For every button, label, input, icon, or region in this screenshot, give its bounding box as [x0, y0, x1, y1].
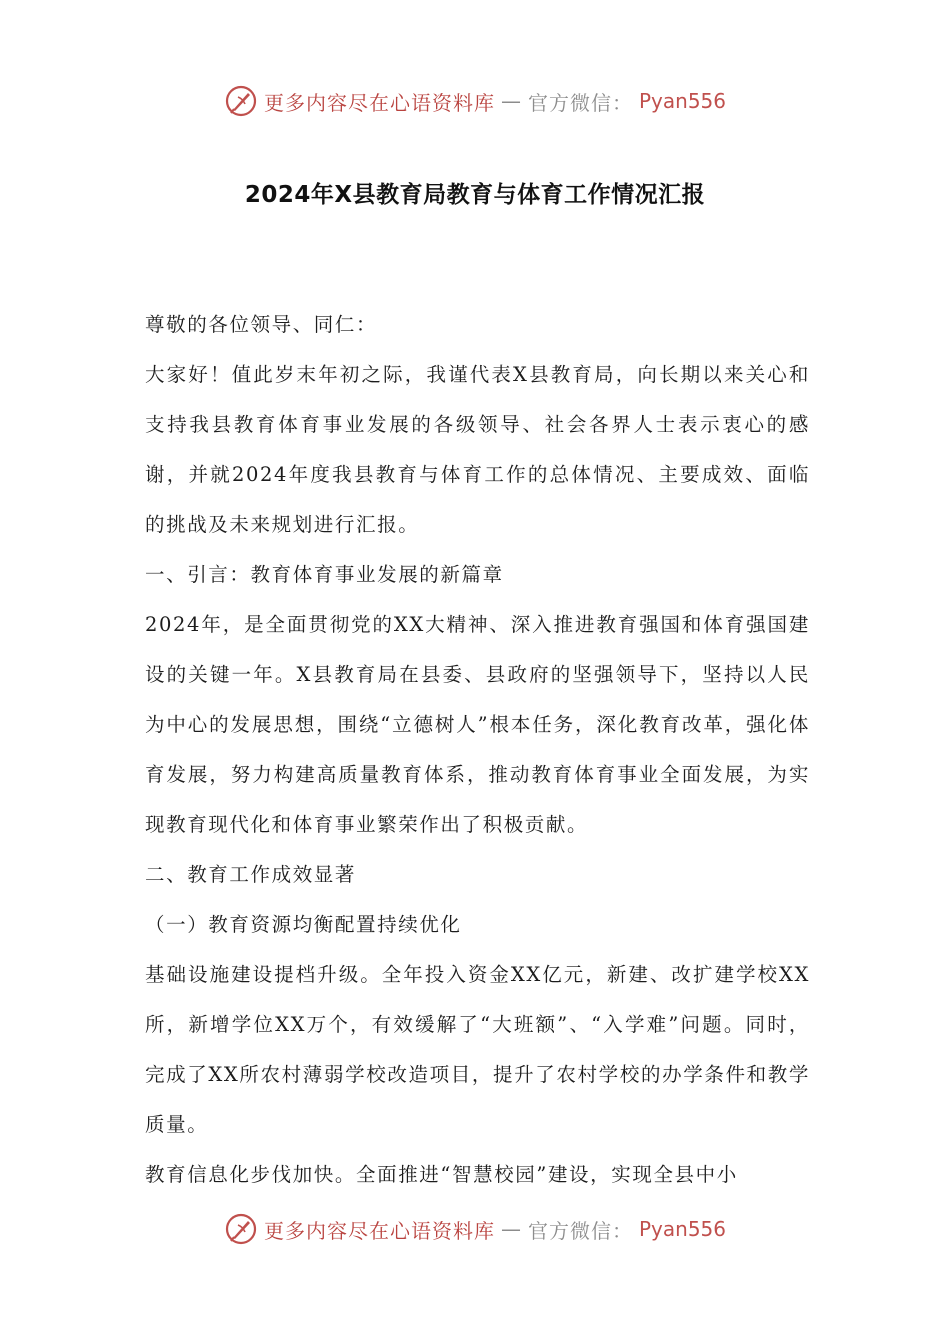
document-title: 2024年X县教育局教育与体育工作情况汇报: [244, 182, 706, 208]
subsection-heading-1: （一）教育资源均衡配置持续优化: [145, 913, 462, 936]
watermark-text: 更多内容尽在心语资料库: [263, 1218, 495, 1243]
watermark-wechat-id: Pyan556: [638, 1217, 726, 1241]
watermark-wechat-label: 官方微信：: [527, 1218, 633, 1243]
watermark-wechat-id: Pyan556: [638, 89, 726, 113]
body-paragraph: 2024年，是全面贯彻党的XX大精神、深入推进教育强国和体育强国建设的关键一年。X县教育局在县委、县政府的坚强领导下，坚持以人民为中心的发展思想，围绕“立德树人”根本任务，深化教育改革，强化体育发展，努力构建高质量教育体系，推动教育体育事业全面发展，为实现教育现代化和体育事业繁荣作出了积极贡献。: [145, 613, 810, 836]
section-heading-2: 二、教育工作成效显著: [145, 863, 357, 886]
section-heading-1: 一、引言：教育体育事业发展的新篇章: [145, 563, 504, 586]
watermark-separator: —: [500, 89, 522, 113]
footer-watermark: [0, 1212, 950, 1246]
document-body: [145, 300, 810, 1200]
quill-pen-logo-icon: [224, 1212, 258, 1246]
opening-paragraph: 大家好！值此岁末年初之际，我谨代表X县教育局，向长期以来关心和支持我县教育体育事业发展的各级领导、社会各界人士表示衷心的感谢，并就2024年度我县教育与体育工作的总体情况、主要成效、面临的挑战及未来规划进行汇报。: [145, 363, 810, 536]
salutation: 尊敬的各位领导、同仁：: [145, 313, 378, 336]
watermark-separator: —: [500, 1217, 522, 1241]
header-watermark: [0, 84, 950, 118]
watermark-text: 更多内容尽在心语资料库: [263, 90, 495, 115]
body-paragraph: 教育信息化步伐加快。全面推进“智慧校园”建设，实现全县中小: [145, 1163, 738, 1186]
watermark-wechat-label: 官方微信：: [527, 90, 633, 115]
body-paragraph: 基础设施建设提档升级。全年投入资金XX亿元，新建、改扩建学校XX所，新增学位XX万个，有效缓解了“大班额”、“入学难”问题。同时，完成了XX所农村薄弱学校改造项目，提升了农村学校的办学条件和教学质量。: [145, 963, 810, 1136]
quill-pen-logo-icon: [224, 84, 258, 118]
